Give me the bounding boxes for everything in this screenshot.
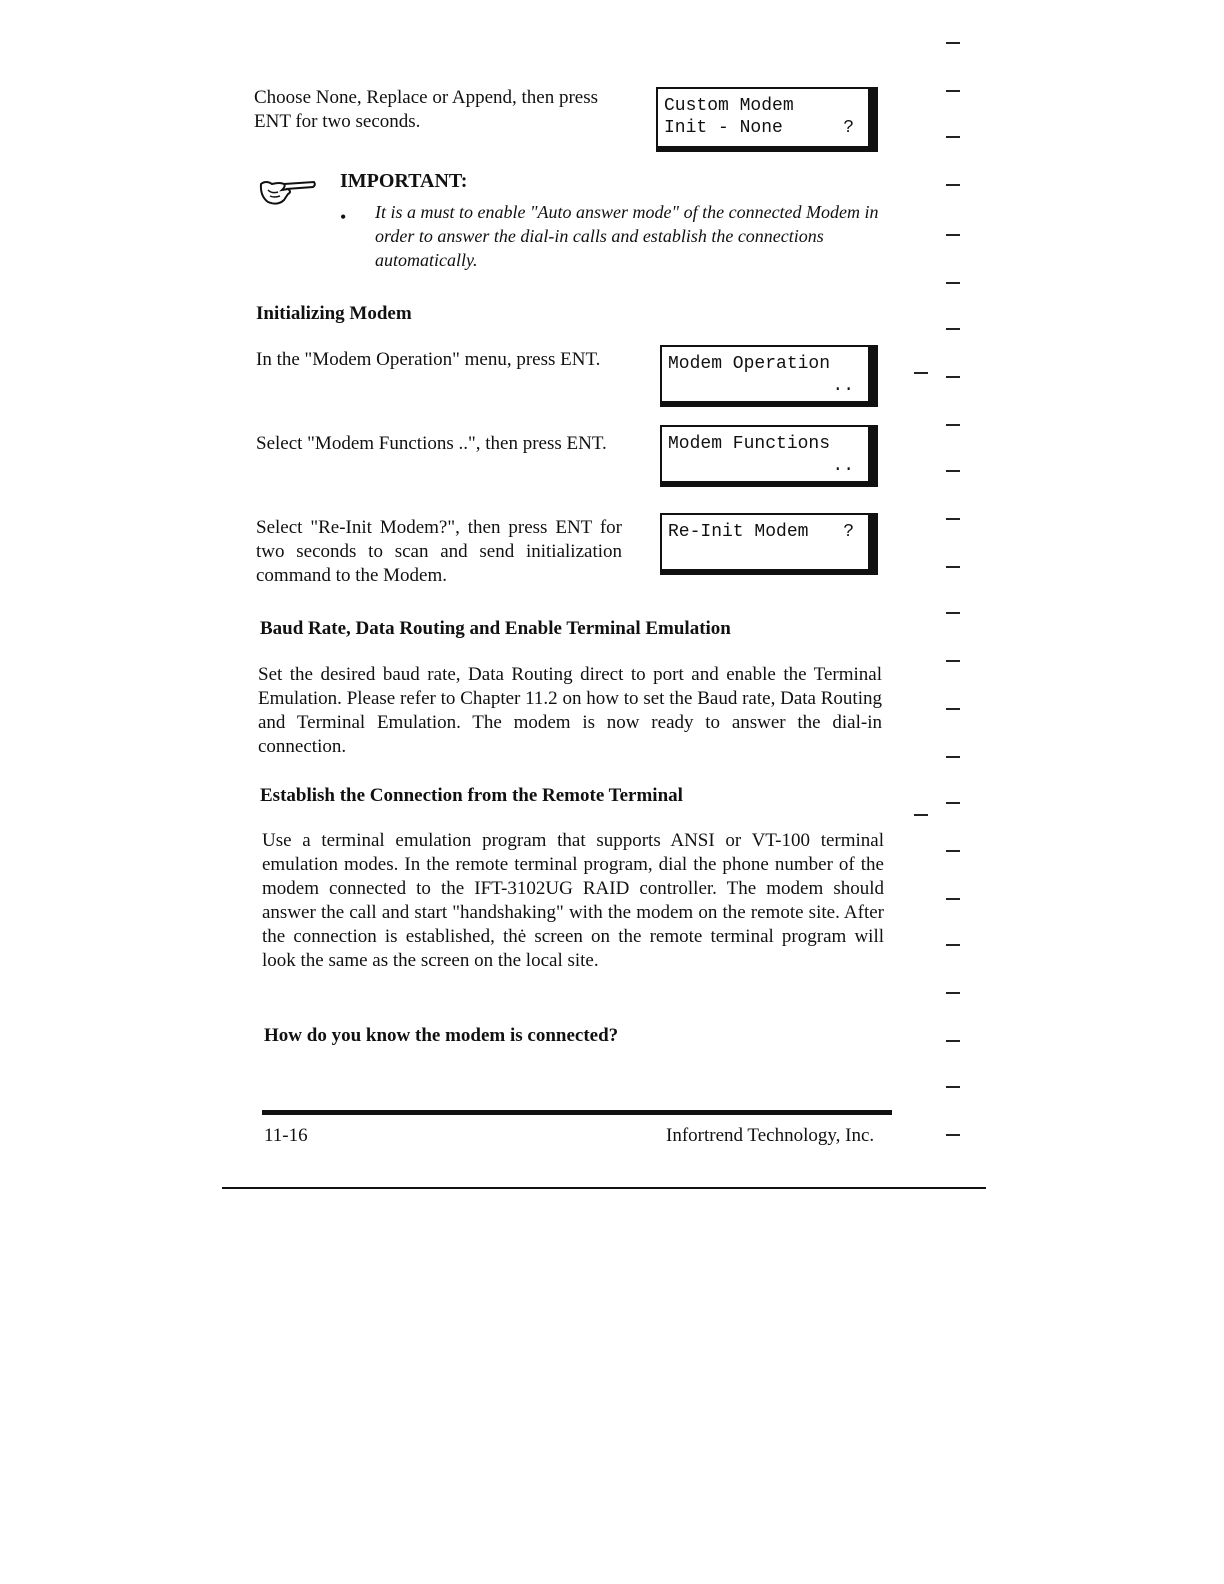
- footer-rule: [262, 1110, 892, 1115]
- lcd-reinit-modem: [660, 513, 878, 575]
- page-edge-line: [222, 1187, 986, 1189]
- page-number: 11-16: [264, 1125, 308, 1146]
- lcd-question: ?: [843, 118, 854, 138]
- pointing-hand-icon: [258, 172, 318, 211]
- custom-modem-instruction: Choose None, Replace or Append, then press ENT for two seconds.: [254, 87, 599, 132]
- lcd-line-2: ..: [832, 456, 854, 476]
- bullet-dot: •: [340, 207, 347, 227]
- init-heading: Initializing Modem: [256, 303, 412, 324]
- important-bullet: It is a must to enable "Auto answer mode" of the connected Modem in order to answer the dial-in calls and establish the connections automatically.: [375, 202, 879, 270]
- lcd-question: ?: [843, 522, 854, 542]
- baud-text: Set the desired baud rate, Data Routing direct to port and enable the Terminal Emulation. Please refer to Chapter 11.2 on how to set the Baud rate, Data Routing and Terminal Emulation. The modem is now ready to answer the dial-in connection.: [258, 664, 882, 757]
- footer-company: Infortrend Technology, Inc.: [666, 1125, 875, 1146]
- step2-text: Select "Modem Functions ..", then press ENT.: [256, 433, 607, 454]
- baud-heading: Baud Rate, Data Routing and Enable Terminal Emulation: [260, 618, 731, 639]
- lcd-line-1: Custom Modem: [664, 96, 794, 116]
- step3-text: Select "Re-Init Modem?", then press ENT for two seconds to scan and send initialization command to the Modem.: [256, 517, 622, 586]
- lcd-custom-modem: [656, 87, 878, 152]
- lcd-line-1: Modem Functions: [668, 434, 831, 454]
- important-title: IMPORTANT:: [340, 170, 468, 192]
- lcd-line-1: Modem Operation: [668, 354, 831, 374]
- lcd-line-2: ..: [832, 376, 854, 396]
- step1-text: In the "Modem Operation" menu, press ENT.: [256, 349, 601, 370]
- lcd-line-1: Re-Init Modem: [668, 522, 809, 542]
- lcd-modem-operation: [660, 345, 878, 407]
- establish-text: Use a terminal emulation program that supports ANSI or VT-100 terminal emulation modes. In the remote terminal program, dial the phone number of the modem connected to the IFT-3102UG RAID controller. The modem should answer the call and start "handshaking" with the modem on the remote site. After the connection is established, thė screen on the remote terminal program will look the same as the screen on the local site.: [262, 830, 884, 971]
- lcd-modem-functions: [660, 425, 878, 487]
- question-heading: How do you know the modem is connected?: [264, 1025, 619, 1046]
- establish-heading: Establish the Connection from the Remote Terminal: [260, 785, 683, 806]
- lcd-line-2: Init - None: [664, 118, 783, 138]
